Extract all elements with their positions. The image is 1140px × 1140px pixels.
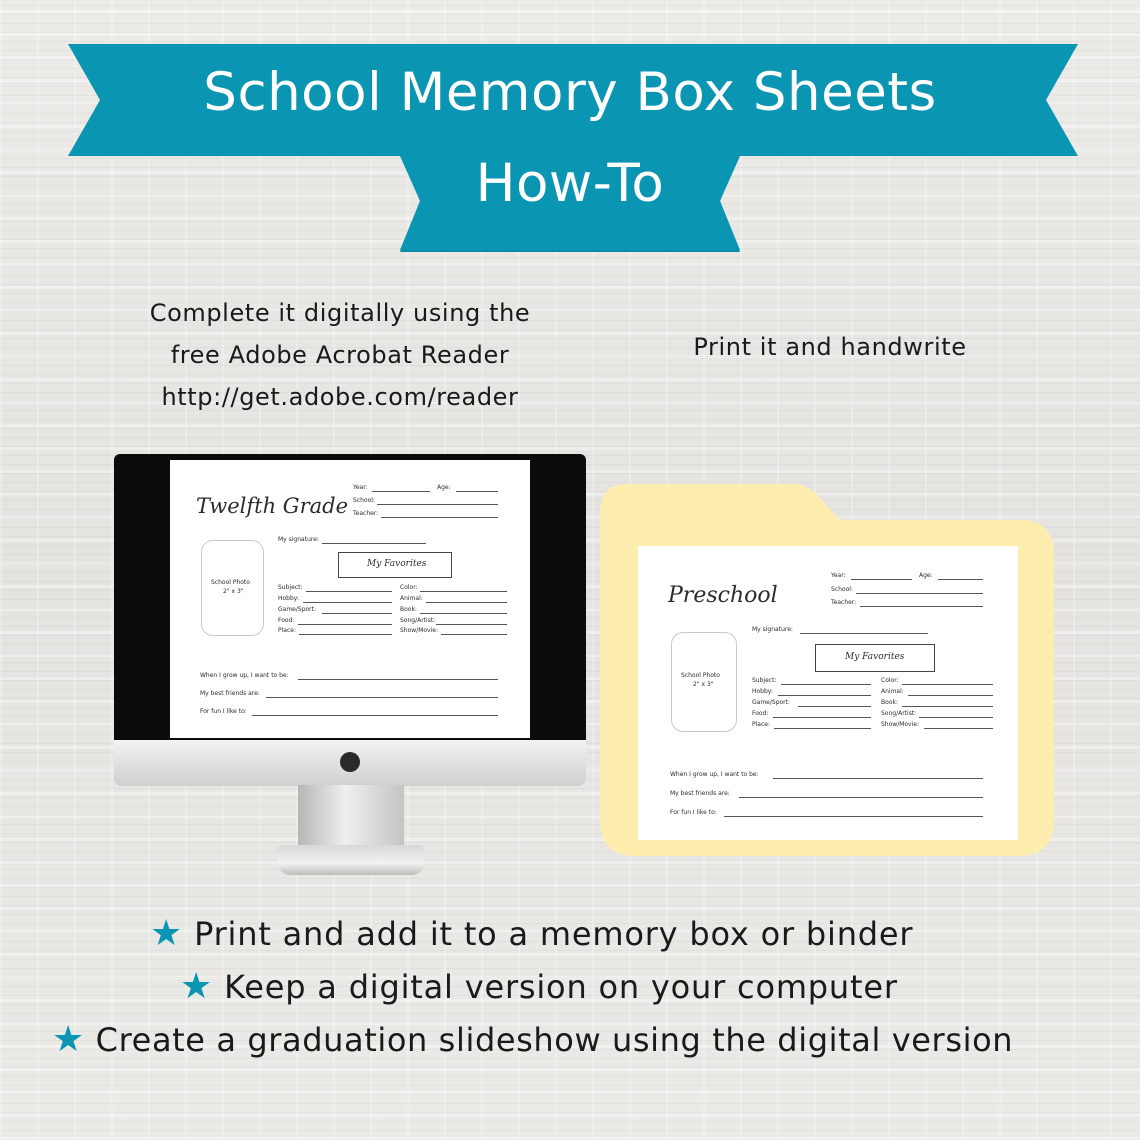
monitor-stand (298, 785, 404, 847)
teacher-label: Teacher: (353, 510, 379, 517)
bullet-text: Print and add it to a memory box or binder (194, 915, 914, 953)
for-fun-label: For fun I like to: (670, 809, 717, 816)
favorite-field-label: Subject: (752, 677, 777, 684)
sheet-grade-title: Twelfth Grade (196, 494, 348, 518)
favorite-field-label: Game/Sport: (278, 606, 317, 613)
my-favorites-title: My Favorites (367, 559, 427, 569)
photo-label: School Photo (681, 672, 720, 679)
school-label: School: (353, 497, 375, 504)
favorite-field-label: Food: (752, 710, 769, 717)
year-label: Year: (831, 572, 846, 579)
bullet-item (52, 1019, 1013, 1060)
for-fun-label: For fun I like to: (200, 708, 247, 715)
favorite-field-label: Book: (400, 606, 417, 613)
banner-subtitle: How-To (475, 153, 665, 214)
favorite-field-label: Food: (278, 617, 295, 624)
grow-up-label: When I grow up, I want to be: (670, 771, 759, 778)
favorite-field-label: Color: (400, 584, 418, 591)
photo-label: School Photo (211, 579, 250, 586)
favorite-field-label: Animal: (400, 595, 423, 602)
digital-instructions-line: free Adobe Acrobat Reader (170, 341, 510, 369)
preschool-sheet (638, 546, 1018, 840)
banner-title: School Memory Box Sheets (203, 62, 937, 123)
favorite-field-label: Subject: (278, 584, 303, 591)
monitor-base (278, 845, 424, 875)
print-instructions: Print it and handwrite (693, 333, 967, 361)
best-friends-label: My best friends are: (200, 690, 260, 697)
star-icon: ★ (52, 1019, 85, 1060)
favorite-field-label: Song/Artist: (881, 710, 917, 717)
star-icon: ★ (150, 913, 184, 954)
favorite-field-label: Show/Movie: (400, 627, 438, 634)
favorite-field-label: Place: (752, 721, 770, 728)
favorite-field-label: Hobby: (752, 688, 773, 695)
twelfth-grade-sheet (170, 460, 530, 738)
title-banner (0, 0, 1140, 260)
favorite-field-label: Song/Artist: (400, 617, 436, 624)
year-label: Year: (353, 484, 368, 491)
age-label: Age: (919, 572, 933, 579)
age-label: Age: (437, 484, 451, 491)
my-favorites-title: My Favorites (845, 652, 905, 662)
bullet-item (180, 966, 898, 1007)
grow-up-label: When I grow up, I want to be: (200, 672, 289, 679)
favorite-field-label: Show/Movie: (881, 721, 919, 728)
bullet-item (150, 913, 913, 954)
favorite-field-label: Hobby: (278, 595, 299, 602)
favorite-field-label: Book: (881, 699, 898, 706)
favorite-field-label: Game/Sport: (752, 699, 791, 706)
digital-instructions (110, 292, 570, 418)
favorite-field-label: Color: (881, 677, 899, 684)
photo-size: 2" x 3" (223, 588, 244, 595)
digital-instructions-line: Complete it digitally using the (149, 299, 531, 327)
signature-label: My signature: (278, 536, 319, 543)
sheet-grade-title: Preschool (668, 583, 778, 608)
apple-logo-icon (340, 752, 360, 772)
adobe-reader-link[interactable]: http://get.adobe.com/reader (161, 383, 519, 411)
favorite-field-label: Animal: (881, 688, 904, 695)
photo-size: 2" x 3" (693, 681, 714, 688)
star-icon: ★ (180, 966, 214, 1007)
bullet-text: Create a graduation slideshow using the digital version (95, 1021, 1014, 1059)
bullet-text: Keep a digital version on your computer (224, 968, 898, 1006)
best-friends-label: My best friends are: (670, 790, 730, 797)
favorite-field-label: Place: (278, 627, 296, 634)
signature-label: My signature: (752, 626, 793, 633)
school-label: School: (831, 586, 853, 593)
teacher-label: Teacher: (831, 599, 857, 606)
